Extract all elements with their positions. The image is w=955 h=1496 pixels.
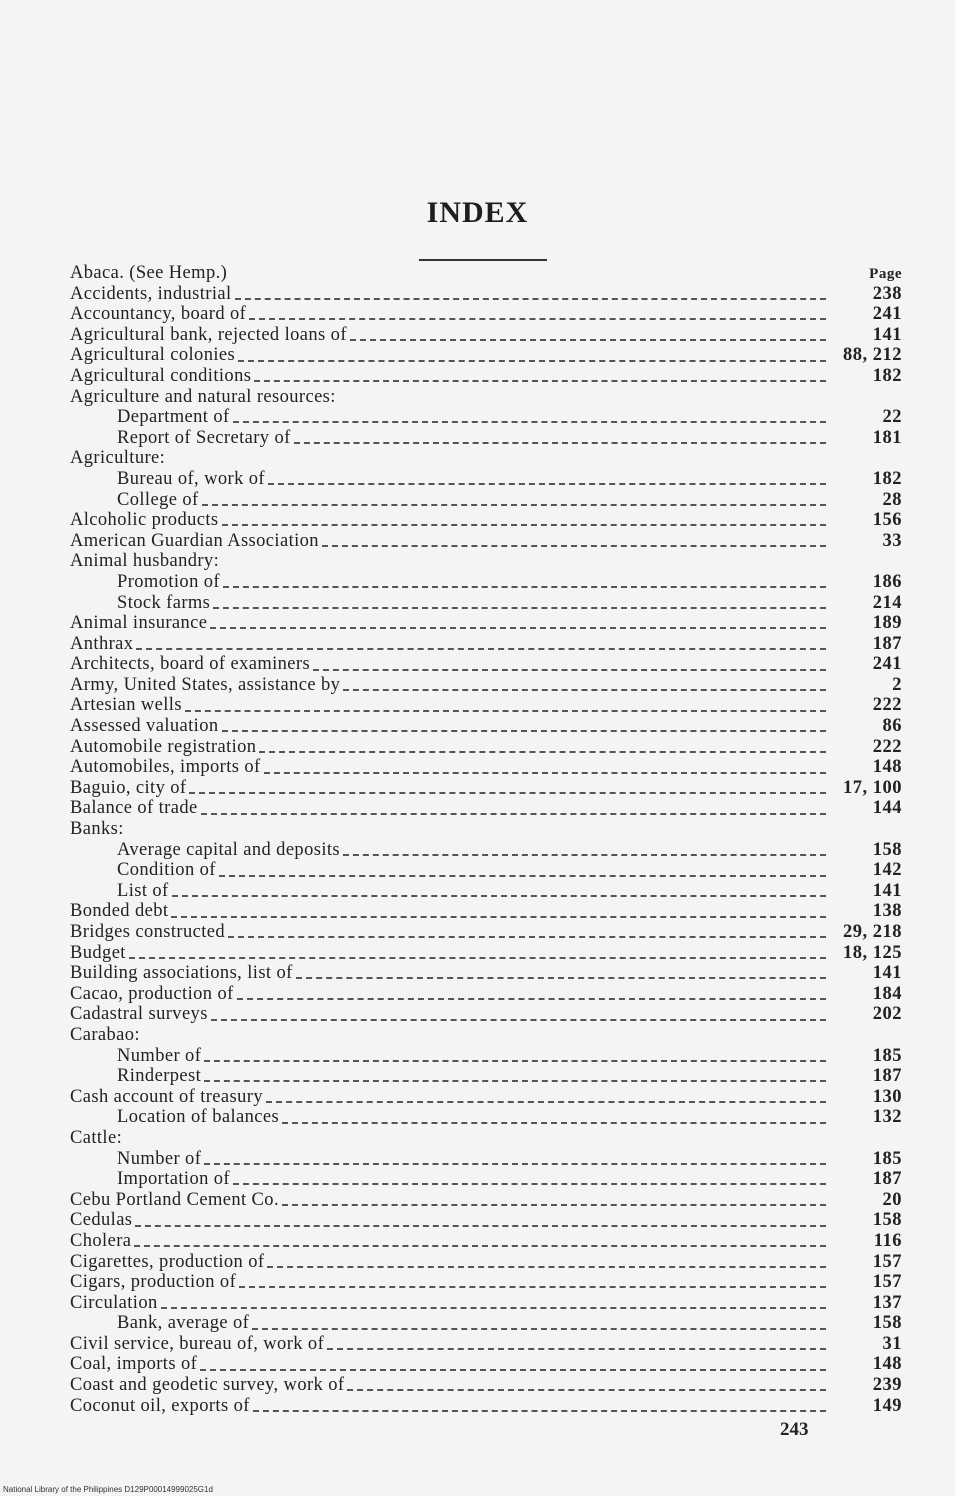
entry-text: Report of Secretary of — [117, 427, 291, 448]
dot-leader — [189, 790, 826, 794]
index-entry — [70, 1334, 902, 1355]
entry-text: Bridges constructed — [70, 922, 226, 942]
index-entry — [70, 1210, 902, 1231]
index-entry — [70, 366, 902, 387]
entry-text: Automobile registration — [70, 736, 257, 757]
entry-text: Agricultural colonies — [70, 345, 236, 366]
dot-leader — [313, 667, 826, 671]
dot-leader — [282, 1202, 826, 1206]
entry-text: Cebu Portland Cement Co. — [70, 1189, 279, 1210]
dot-leader — [171, 914, 826, 918]
entry-page-number: 141 — [872, 324, 902, 345]
index-entry — [70, 634, 902, 655]
entry-page-number: 132 — [872, 1107, 902, 1128]
entry-page-number: 86 — [882, 716, 902, 737]
entry-text: Condition of — [117, 860, 216, 881]
dot-leader — [222, 728, 827, 732]
entry-page-number: 17, 100 — [843, 777, 902, 798]
entry-text: Assessed valuation — [70, 716, 219, 737]
entry-page-number: 18, 125 — [843, 942, 902, 963]
entry-text: Army, United States, assistance by — [70, 674, 341, 695]
index-entry — [70, 490, 902, 511]
index-entry — [70, 407, 902, 428]
entry-text: Accountancy, board of — [70, 304, 247, 325]
entry-page-number: 28 — [882, 489, 902, 510]
entry-text: Agricultural bank, rejected loans of — [70, 324, 347, 345]
dot-leader — [327, 1346, 826, 1350]
entry-text: Cattle: — [70, 1127, 123, 1148]
entry-page-number: 156 — [872, 510, 902, 531]
entry-page-number: 33 — [882, 530, 902, 551]
entry-page-number: 31 — [882, 1333, 902, 1354]
index-entry — [70, 1190, 902, 1211]
entry-text: Coal, imports of — [70, 1354, 198, 1375]
entry-text: Number of — [117, 1045, 202, 1066]
index-entry — [70, 943, 902, 964]
entry-text: Agriculture: — [70, 448, 166, 469]
entry-page-number: 189 — [872, 613, 902, 634]
entry-page-number: 138 — [872, 901, 902, 922]
dot-leader — [219, 873, 826, 877]
index-entry — [70, 860, 902, 881]
entry-page-number: 137 — [872, 1292, 902, 1313]
index-entry — [70, 695, 902, 716]
dot-leader — [322, 543, 826, 547]
entry-text: Promotion of — [117, 571, 220, 592]
entry-page-number: 148 — [872, 757, 902, 778]
dot-leader — [136, 646, 826, 650]
index-entry — [70, 675, 902, 696]
entry-text: Importation of — [117, 1169, 230, 1190]
entry-page-number: 239 — [872, 1375, 902, 1396]
index-entry — [70, 840, 902, 861]
entry-page-number: 181 — [872, 427, 902, 448]
dot-leader — [172, 893, 826, 897]
entry-text: Banks: — [70, 819, 124, 840]
dot-leader — [211, 1017, 826, 1021]
index-entry — [70, 551, 902, 572]
entry-page-number: 148 — [872, 1354, 902, 1375]
entry-text: Circulation — [70, 1292, 158, 1313]
dot-leader — [249, 316, 826, 320]
entry-page-number: 2 — [892, 674, 902, 695]
entry-text: Cigars, production of — [70, 1272, 237, 1293]
dot-leader — [343, 852, 826, 856]
index-entry — [70, 613, 902, 634]
index-entry — [70, 304, 902, 325]
index-entry — [70, 1169, 902, 1190]
index-entry — [70, 1272, 902, 1293]
index-entry — [70, 572, 902, 593]
index-entry — [70, 1252, 902, 1273]
index-entry — [70, 757, 902, 778]
index-entry — [70, 1293, 902, 1314]
dot-leader — [213, 605, 826, 609]
dot-leader — [185, 708, 826, 712]
entry-page-number: 187 — [872, 1066, 902, 1087]
index-entry — [70, 469, 902, 490]
dot-leader — [282, 1120, 826, 1124]
entry-text: Artesian wells — [70, 695, 182, 716]
index-entry — [70, 1396, 902, 1417]
dot-leader — [223, 584, 826, 588]
dot-leader — [201, 811, 826, 815]
page-title: INDEX — [426, 196, 529, 229]
index-entry — [70, 778, 902, 799]
entry-page-number: 22 — [882, 407, 902, 428]
dot-leader — [294, 440, 826, 444]
dot-leader — [239, 1284, 826, 1288]
entry-text: Location of balances — [117, 1107, 280, 1128]
entry-text: Architects, board of examiners — [70, 654, 311, 675]
entry-text: Automobiles, imports of — [70, 757, 261, 778]
entry-page-number: 157 — [872, 1251, 902, 1272]
page-number: 243 — [780, 1419, 809, 1440]
index-entry — [70, 963, 902, 984]
dot-leader — [233, 419, 826, 423]
entry-page-number: 157 — [872, 1272, 902, 1293]
dot-leader — [204, 1078, 826, 1082]
page-column-header: Page — [869, 266, 902, 282]
dot-leader — [135, 1223, 826, 1227]
entry-text: Animal husbandry: — [70, 551, 220, 572]
index-entry — [70, 716, 902, 737]
index-entry — [70, 798, 902, 819]
entry-page-number: 182 — [872, 468, 902, 489]
entry-text: Coconut oil, exports of — [70, 1395, 250, 1416]
index-entry — [70, 428, 902, 449]
entry-text: Agricultural conditions — [70, 365, 252, 386]
entry-page-number: 186 — [872, 571, 902, 592]
entry-text: Accidents, industrial — [70, 283, 232, 304]
index-entry — [70, 1107, 902, 1128]
entry-text: Cholera — [70, 1230, 132, 1251]
dot-leader — [210, 625, 826, 629]
entry-page-number: 141 — [872, 880, 902, 901]
entry-text: Animal insurance — [70, 613, 208, 634]
dot-leader — [259, 749, 826, 753]
entry-text: Cedulas — [70, 1210, 133, 1231]
index-entry — [70, 881, 902, 902]
dot-leader — [134, 1243, 826, 1247]
entry-page-number: 214 — [872, 592, 902, 613]
entry-text: Cacao, production of — [70, 983, 234, 1004]
index-entry — [70, 654, 902, 675]
title-rule — [419, 259, 547, 261]
index-entry — [70, 1375, 902, 1396]
index-entry — [70, 325, 902, 346]
index-entry — [70, 448, 902, 469]
index-entry — [70, 1004, 902, 1025]
entry-text: Abaca. (See Hemp.) — [70, 263, 228, 283]
entry-text: Alcoholic products — [70, 510, 219, 531]
index-entry — [70, 1025, 902, 1046]
index-entry — [70, 531, 902, 552]
entry-page-number: 187 — [872, 633, 902, 654]
entry-page-number: 144 — [872, 798, 902, 819]
entry-text: Cadastral surveys — [70, 1004, 208, 1025]
entry-text: Carabao: — [70, 1024, 140, 1045]
entry-page-number: 29, 218 — [843, 922, 902, 942]
entry-page-number: 222 — [872, 695, 902, 716]
entry-text: Cash account of treasury — [70, 1086, 263, 1107]
entry-page-number: 141 — [872, 963, 902, 984]
index-entry — [70, 1354, 902, 1375]
index-entry — [70, 345, 902, 366]
entry-text: Bureau of, work of — [117, 468, 265, 489]
entry-text: Stock farms — [117, 592, 211, 613]
entry-text: Bonded debt — [70, 901, 169, 922]
dot-leader — [350, 337, 826, 341]
entry-page-number: 241 — [872, 304, 902, 325]
dot-leader — [161, 1305, 826, 1309]
dot-leader — [228, 934, 826, 938]
entry-text: Anthrax — [70, 633, 134, 654]
entry-page-number: 184 — [872, 983, 902, 1004]
dot-leader — [264, 770, 826, 774]
entry-text: Agriculture and natural resources: — [70, 386, 336, 407]
entry-text: Coast and geodetic survey, work of — [70, 1375, 345, 1396]
dot-leader — [343, 687, 826, 691]
index-list — [70, 263, 902, 1416]
index-entry — [70, 1313, 902, 1334]
entry-page-number: 182 — [872, 365, 902, 386]
dot-leader — [254, 378, 826, 382]
dot-leader — [233, 1181, 826, 1185]
index-entry — [70, 387, 902, 408]
entry-text: Balance of trade — [70, 798, 198, 819]
entry-page-number: 158 — [872, 1210, 902, 1231]
entry-text: Civil service, bureau of, work of — [70, 1333, 325, 1354]
dot-leader — [253, 1408, 826, 1412]
scan-credit: National Library of the Philippines D129P00014999025G1d — [3, 1485, 213, 1494]
dot-leader — [222, 522, 827, 526]
dot-leader — [129, 955, 826, 959]
dot-leader — [296, 975, 826, 979]
entry-page-number: 241 — [872, 654, 902, 675]
index-entry — [70, 922, 902, 943]
entry-text: Department of — [117, 407, 230, 428]
index-entry — [70, 901, 902, 922]
entry-text: Number of — [117, 1148, 202, 1169]
entry-text: List of — [117, 880, 169, 901]
entry-page-number: 88, 212 — [843, 345, 902, 366]
entry-page-number: 130 — [872, 1086, 902, 1107]
index-entry — [70, 510, 902, 531]
entry-page-number: 116 — [873, 1230, 902, 1251]
dot-leader — [204, 1161, 826, 1165]
dot-leader — [204, 1058, 826, 1062]
entry-page-number: 142 — [872, 860, 902, 881]
entry-page-number: 185 — [872, 1148, 902, 1169]
entry-text: Building associations, list of — [70, 963, 293, 984]
dot-leader — [237, 996, 826, 1000]
entry-text: Cigarettes, production of — [70, 1251, 265, 1272]
entry-text: Baguio, city of — [70, 777, 187, 798]
index-entry — [70, 1149, 902, 1170]
dot-leader — [200, 1367, 826, 1371]
entry-text: Budget — [70, 942, 126, 963]
dot-leader — [268, 481, 826, 485]
entry-page-number: 20 — [882, 1189, 902, 1210]
index-entry — [70, 263, 902, 284]
entry-text: Average capital and deposits — [117, 839, 341, 860]
entry-page-number: 149 — [872, 1395, 902, 1416]
index-entry — [70, 284, 902, 305]
index-entry — [70, 1128, 902, 1149]
index-entry — [70, 819, 902, 840]
dot-leader — [347, 1387, 826, 1391]
dot-leader — [238, 358, 826, 362]
entry-page-number: 238 — [872, 283, 902, 304]
entry-text: College of — [117, 489, 199, 510]
entry-text: Rinderpest — [117, 1066, 202, 1087]
entry-page-number: 202 — [872, 1004, 902, 1025]
dot-leader — [235, 296, 826, 300]
index-entry — [70, 1066, 902, 1087]
index-entry — [70, 593, 902, 614]
index-entry — [70, 1046, 902, 1067]
entry-text: Bank, average of — [117, 1313, 250, 1334]
entry-page-number: 222 — [872, 736, 902, 757]
dot-leader — [252, 1326, 826, 1330]
index-entry — [70, 984, 902, 1005]
entry-page-number: 158 — [872, 1313, 902, 1334]
dot-leader — [266, 1099, 826, 1103]
dot-leader — [267, 1264, 826, 1268]
dot-leader — [202, 502, 826, 506]
index-entry — [70, 1231, 902, 1252]
index-entry — [70, 737, 902, 758]
index-entry — [70, 1087, 902, 1108]
entry-page-number: 185 — [872, 1045, 902, 1066]
entry-page-number: 187 — [872, 1169, 902, 1190]
entry-page-number: 158 — [872, 839, 902, 860]
entry-text: American Guardian Association — [70, 530, 319, 551]
